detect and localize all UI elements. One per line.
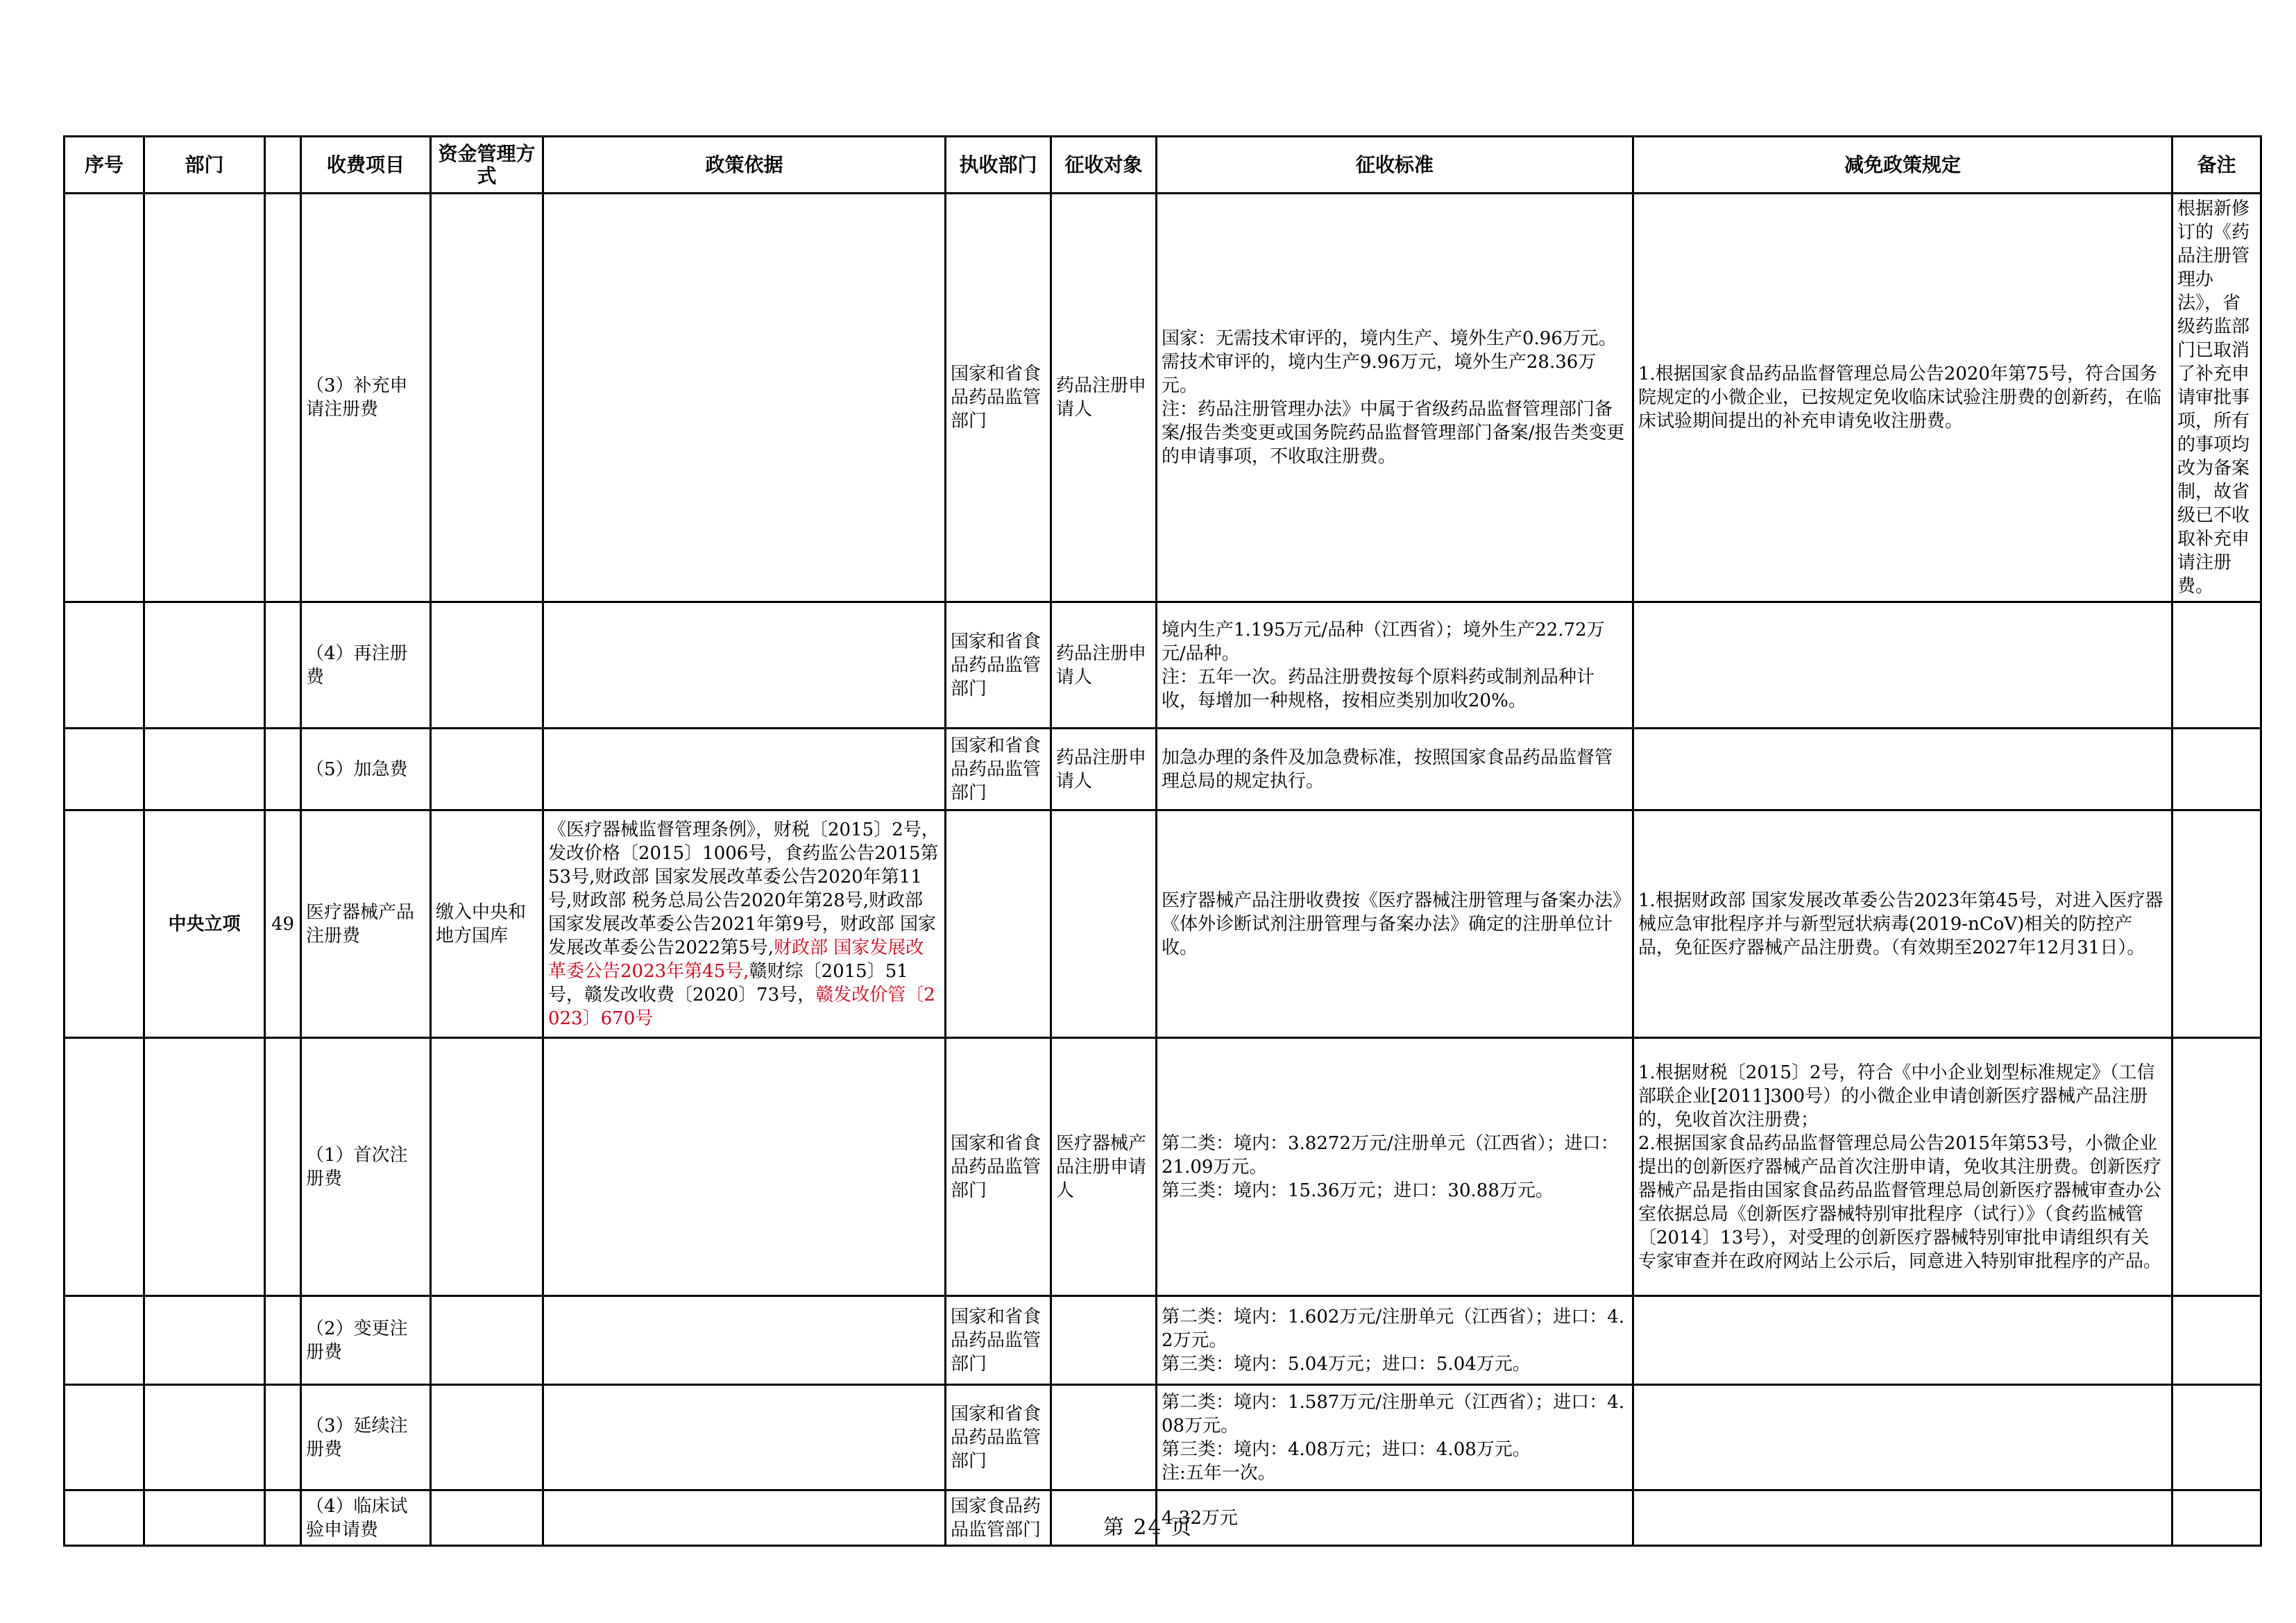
relief-cell: 1.根据财政部 国家发展改革委公告2023年第45号，对进入医疗器械应急审批程序并与新型冠状病毒(2019-nCoV)相关的防控产品，免征医疗器械产品注册费。（有效期至2027年12月31日）。 (1633, 810, 2172, 1038)
standard-cell: 4.32万元 (1157, 1490, 1633, 1546)
fund-cell (431, 1038, 543, 1296)
dept-cell: 中央立项 (144, 810, 265, 1038)
table-row (65, 1385, 2261, 1490)
note-cell (2172, 1296, 2261, 1385)
standard-cell: 境内生产1.195万元/品种（江西省）；境外生产22.72万元/品种。 注：五年一次。药品注册费按每个原料药或制剂品种计收，每增加一种规格，按相应类别加收20%。 (1157, 602, 1633, 729)
collector-cell: 国家和省食品药品监管部门 (946, 1296, 1051, 1385)
standard-cell: 第二类：境内：1.602万元/注册单元（江西省）；进口：4.2万元。 第三类：境内：5.04万元；进口：5.04万元。 (1157, 1296, 1633, 1385)
relief-cell: 1.根据财税〔2015〕2号，符合《中小企业划型标准规定》（工信部联企业[2011]300号）的小微企业申请创新医疗器械产品注册的，免收首次注册费； 2.根据国家食品药品监督管理总局公告2015年第53号，小微企业提出的创新医疗器械产品首次注册申请，免收其注册费。创新医疗器械产品是指由国家食品药品监督管理总局创新医疗器械审查办公室依据总局《创新医疗器械特别审批程序（试行）》（食药监械管〔2014〕13号），对受理的创新医疗器械特别审批申请组织有关专家审查并在政府网站上公示后，同意进入特别审批程序的产品。 (1633, 1038, 2172, 1296)
fund-cell (431, 1296, 543, 1385)
policy-cell (543, 602, 946, 729)
relief-cell (1633, 1296, 2172, 1385)
table-row (65, 602, 2261, 729)
target-cell: 药品注册申请人 (1051, 729, 1157, 810)
seq-cell (65, 194, 144, 602)
num-cell: 49 (265, 810, 301, 1038)
note-cell (2172, 810, 2261, 1038)
policy-text: 《医疗器械监督管理条例》，财税〔2015〕2号，发改价格〔2015〕1006号，食药监公告2015第53号,财政部 国家发展改革委公告2020年第11号,财政部 税务总局公告2020年第28号,财政部 国家发展改革委公告2021年第9号，财政部 国家发展改革委公告2022第5号, (548, 819, 939, 958)
num-cell (265, 1038, 301, 1296)
table-row (65, 1038, 2261, 1296)
policy-text: 赣财综〔2015〕51号，赣发改收费〔2020〕73号， (548, 960, 908, 1005)
dept-cell (144, 1038, 265, 1296)
collector-cell: 国家和省食品药品监管部门 (946, 602, 1051, 729)
item-cell: （3）延续注册费 (301, 1385, 431, 1490)
standard-cell: 国家：无需技术审评的，境内生产、境外生产0.96万元。需技术审评的，境内生产9.96万元，境外生产28.36万元。 注：药品注册管理办法》中属于省级药品监督管理部门备案/报告类变更或国务院药品监督管理部门备案/报告类变更的申请事项，不收取注册费。 (1157, 194, 1633, 602)
note-cell (2172, 1038, 2261, 1296)
item-cell: （3）补充申请注册费 (301, 194, 431, 602)
dept-cell (144, 602, 265, 729)
num-cell (265, 729, 301, 810)
policy-highlight: 财政部 国家发展改革委公告2023年第45号, (548, 937, 924, 982)
note-cell (2172, 1385, 2261, 1490)
seq-cell (65, 810, 144, 1038)
target-cell: 药品注册申请人 (1051, 602, 1157, 729)
standard-cell: 第二类：境内：3.8272万元/注册单元（江西省）；进口：21.09万元。 第三类：境内：15.36万元；进口：30.88万元。 (1157, 1038, 1633, 1296)
standard-cell: 第二类：境内：1.587万元/注册单元（江西省）；进口：4.08万元。 第三类：境内：4.08万元；进口：4.08万元。 注:五年一次。 (1157, 1385, 1633, 1490)
policy-cell (543, 1296, 946, 1385)
collector-cell: 国家和省食品药品监管部门 (946, 194, 1051, 602)
header-target: 征收对象 (1051, 137, 1157, 194)
seq-cell (65, 1038, 144, 1296)
note-cell: 根据新修订的《药品注册管理办法》，省级药监部门已取消了补充申请审批事项，所有的事项均改为备案制，故省级已不收取补充申请注册费。 (2172, 194, 2261, 602)
collector-cell (946, 810, 1051, 1038)
dept-cell (144, 1296, 265, 1385)
header-item: 收费项目 (301, 137, 431, 194)
num-cell (265, 194, 301, 602)
target-cell (1051, 810, 1157, 1038)
table-row (65, 1296, 2261, 1385)
header-standard: 征收标准 (1157, 137, 1633, 194)
note-cell (2172, 729, 2261, 810)
seq-cell (65, 1296, 144, 1385)
relief-cell: 1.根据国家食品药品监督管理总局公告2020年第75号，符合国务院规定的小微企业，已按规定免收临床试验注册费的创新药，在临床试验期间提出的补充申请免收注册费。 (1633, 194, 2172, 602)
header-relief: 减免政策规定 (1633, 137, 2172, 194)
relief-cell (1633, 602, 2172, 729)
policy-cell (543, 810, 946, 1038)
policy-highlight: 赣发改价管〔2023〕670号 (548, 984, 935, 1029)
note-cell (2172, 602, 2261, 729)
dept-cell (144, 1385, 265, 1490)
target-cell: 医疗器械产品注册申请人 (1051, 1038, 1157, 1296)
item-cell: （5）加急费 (301, 729, 431, 810)
header-fund: 资金管理方式 (431, 137, 543, 194)
table-row (65, 194, 2261, 602)
item-cell: （2）变更注册费 (301, 1296, 431, 1385)
fund-cell (431, 602, 543, 729)
seq-cell (65, 1385, 144, 1490)
collector-cell: 国家和省食品药品监管部门 (946, 1385, 1051, 1490)
num-cell (265, 1296, 301, 1385)
standard-cell: 医疗器械产品注册收费按《医疗器械注册管理与备案办法》《体外诊断试剂注册管理与备案办法》确定的注册单位计收。 (1157, 810, 1633, 1038)
num-cell (265, 602, 301, 729)
item-cell: （1）首次注册费 (301, 1038, 431, 1296)
header-policy: 政策依据 (543, 137, 946, 194)
target-cell (1051, 1296, 1157, 1385)
fund-cell (431, 1385, 543, 1490)
dept-cell (144, 194, 265, 602)
policy-cell (543, 1385, 946, 1490)
seq-cell (65, 602, 144, 729)
fee-table (63, 135, 2262, 1547)
policy-cell (543, 194, 946, 602)
relief-cell (1633, 1385, 2172, 1490)
header-note: 备注 (2172, 137, 2261, 194)
header-num (265, 137, 301, 194)
collector-cell: 国家和省食品药品监管部门 (946, 1038, 1051, 1296)
fund-cell: 缴入中央和地方国库 (431, 810, 543, 1038)
header-collector: 执收部门 (946, 137, 1051, 194)
header-seq: 序号 (65, 137, 144, 194)
num-cell (265, 1385, 301, 1490)
table-row (65, 810, 2261, 1038)
relief-cell (1633, 729, 2172, 810)
fund-cell (431, 729, 543, 810)
collector-cell: 国家和省食品药品监管部门 (946, 729, 1051, 810)
target-cell: 药品注册申请人 (1051, 194, 1157, 602)
header-row (65, 137, 2261, 194)
item-cell: 医疗器械产品注册费 (301, 810, 431, 1038)
item-cell: （4）再注册费 (301, 602, 431, 729)
standard-cell: 加急办理的条件及加急费标准，按照国家食品药品监督管理总局的规定执行。 (1157, 729, 1633, 810)
item-cell: （4）临床试验申请费 (301, 1490, 431, 1546)
seq-cell (65, 729, 144, 810)
table-row (65, 729, 2261, 810)
target-cell (1051, 1385, 1157, 1490)
dept-cell (144, 729, 265, 810)
page-number: 第 24 页 (1103, 1515, 1193, 1540)
fund-cell (431, 194, 543, 602)
policy-cell (543, 729, 946, 810)
policy-cell (543, 1038, 946, 1296)
header-dept: 部门 (144, 137, 265, 194)
collector-cell: 国家食品药品监管部门 (946, 1490, 1051, 1546)
